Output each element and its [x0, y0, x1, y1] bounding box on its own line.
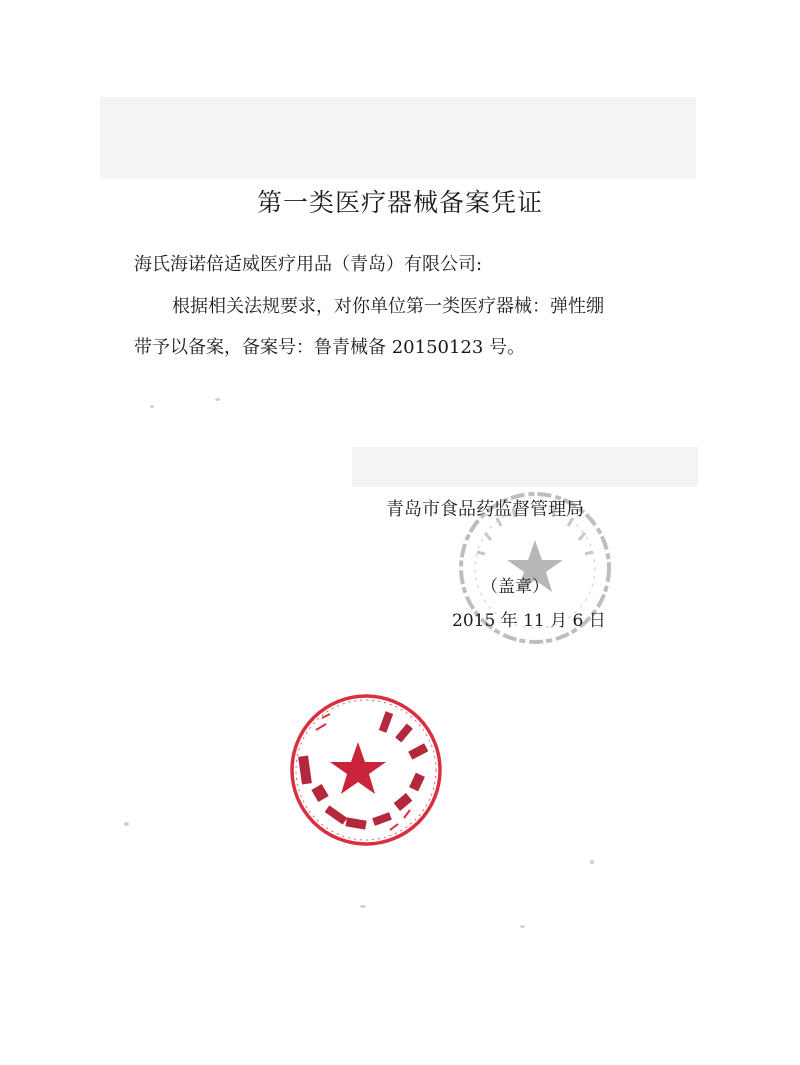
- scan-speck: [520, 925, 525, 928]
- scan-speck: [360, 905, 366, 908]
- addressee: 海氏海诺倍适威医疗用品（青岛）有限公司:: [134, 254, 483, 275]
- issue-date: 2015 年 11 月 6 日: [452, 611, 606, 631]
- document-title: 第一类医疗器械备案凭证: [256, 188, 543, 217]
- scan-speck: [150, 405, 154, 408]
- scan-speck: [215, 398, 220, 401]
- body-text-line-2: 带予以备案，备案号：鲁青械备 20150123 号。: [134, 337, 526, 358]
- scan-speck: [590, 860, 594, 864]
- scan-shading-top: [100, 97, 696, 179]
- official-red-seal-stamp: [286, 690, 446, 850]
- seal-note: （盖章）: [481, 577, 549, 597]
- scan-speck: [124, 822, 129, 826]
- body-text-line-1: 根据相关法规要求，对你单位第一类医疗器械：弹性绷: [172, 296, 604, 317]
- scan-shading-middle: [352, 447, 698, 487]
- issuing-authority: 青岛市食品药监督管理局: [386, 499, 584, 520]
